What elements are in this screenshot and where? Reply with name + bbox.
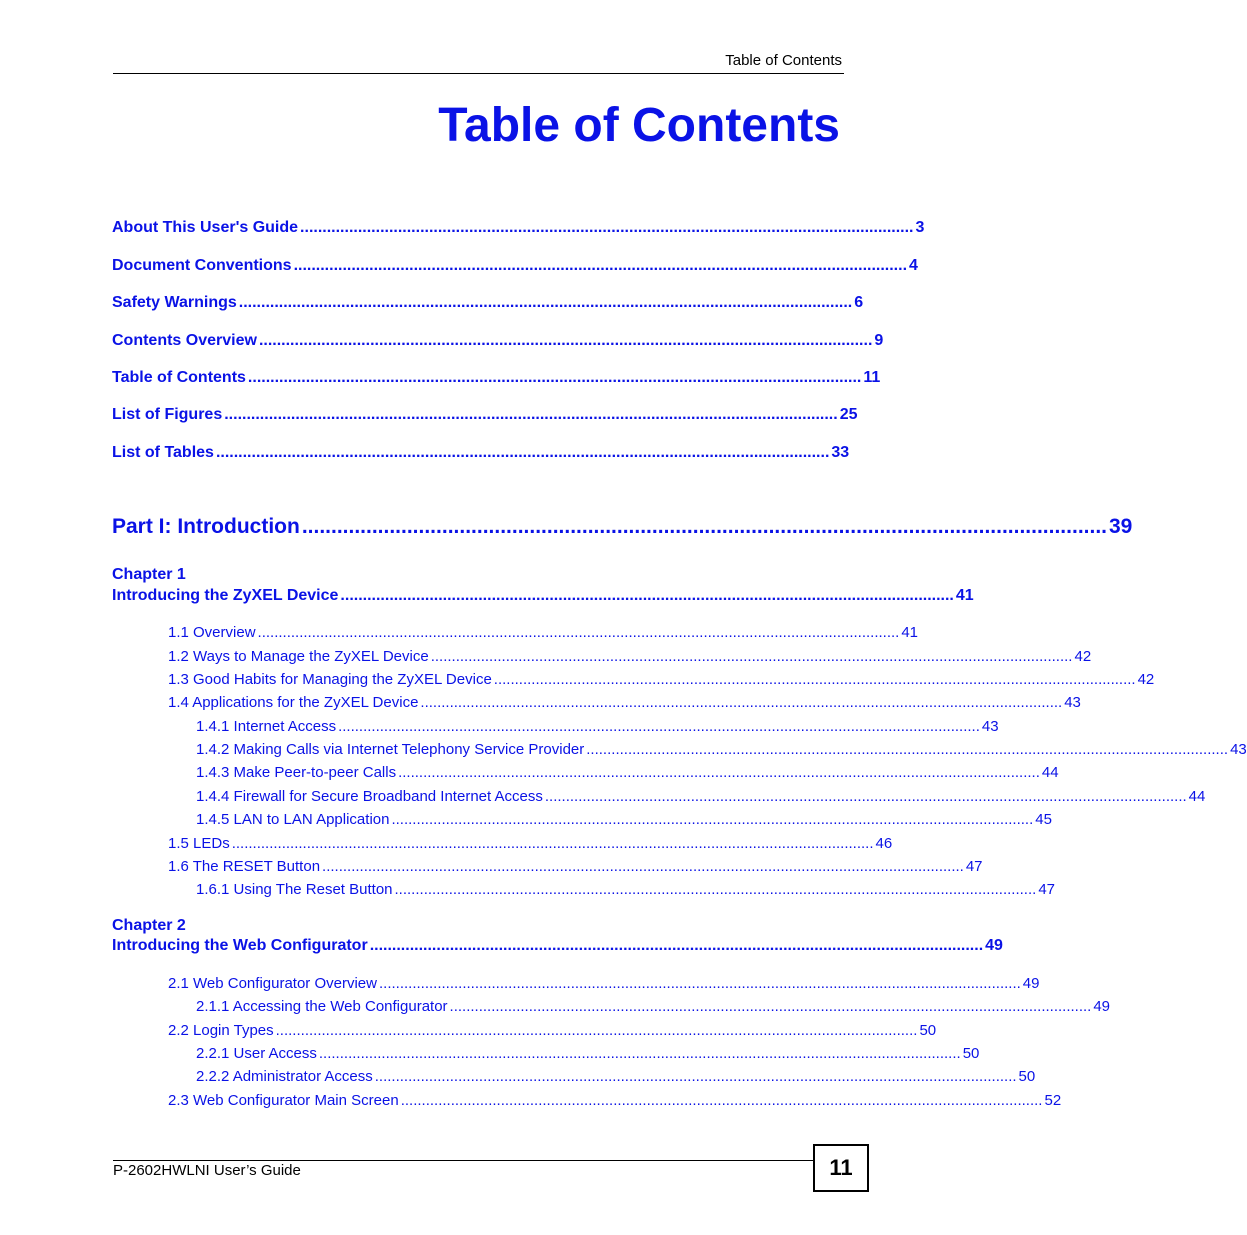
running-header: Table of Contents [725,52,842,69]
toc-entry-1-6-1[interactable]: 1.6.1 Using The Reset Button .......................................................................................................................................................... 47 [196,881,1055,898]
header-rule [113,73,844,74]
toc-entry-chapter-2[interactable]: Introducing the Web Configurator .......................................................................................................................................... 49 [112,937,1003,954]
toc-entry-1-4-4[interactable]: 1.4.4 Firewall for Secure Broadband Internet Access .......................................................................................................................................................... 44 [196,788,1206,805]
toc-entry-2-1-1[interactable]: 2.1.1 Accessing the Web Configurator .......................................................................................................................................................... 49 [196,998,1111,1015]
toc-entry-chapter-1[interactable]: Introducing the ZyXEL Device .......................................................................................................................................... 41 [112,587,974,604]
toc-entry-contents-overview[interactable]: Contents Overview .......................................................................................................................................... 9 [112,332,884,349]
toc-entry-1-2[interactable]: 1.2 Ways to Manage the ZyXEL Device .......................................................................................................................................................... 42 [168,648,1092,665]
toc-entry-1-4-5[interactable]: 1.4.5 LAN to LAN Application .......................................................................................................................................................... 45 [196,811,1052,828]
toc-entry-list-of-tables[interactable]: List of Tables .......................................................................................................................................... 33 [112,444,850,461]
toc-entry-1-3[interactable]: 1.3 Good Habits for Managing the ZyXEL Device .......................................................................................................................................................... 42 [168,671,1155,688]
footer-page-number: 11 [813,1144,869,1192]
toc-entry-1-4-1[interactable]: 1.4.1 Internet Access .......................................................................................................................................................... 43 [196,718,999,735]
toc-entry-1-6[interactable]: 1.6 The RESET Button .......................................................................................................................................................... 47 [168,858,983,875]
toc-entry-part-1[interactable]: Part I: Introduction .......................................................................................................................................... 39 [112,515,1133,538]
toc-entry-1-4[interactable]: 1.4 Applications for the ZyXEL Device .......................................................................................................................................................... 43 [168,694,1081,711]
toc-entry-2-1[interactable]: 2.1 Web Configurator Overview .......................................................................................................................................................... 49 [168,975,1040,992]
toc-entry-safety-warnings[interactable]: Safety Warnings .......................................................................................................................................... 6 [112,294,864,311]
toc-entry-1-5[interactable]: 1.5 LEDs .......................................................................................................................................................... 46 [168,835,893,852]
toc-entry-table-of-contents[interactable]: Table of Contents .......................................................................................................................................... 11 [112,369,881,386]
toc-entry-2-2-2[interactable]: 2.2.2 Administrator Access .......................................................................................................................................................... 50 [196,1068,1036,1085]
toc-entry-2-2-1[interactable]: 2.2.1 User Access .......................................................................................................................................................... 50 [196,1045,980,1062]
toc-entry-1-1[interactable]: 1.1 Overview .......................................................................................................................................................... 41 [168,624,919,641]
footer-guide-name: P-2602HWLNI User’s Guide [113,1162,301,1179]
toc-entry-1-4-2[interactable]: 1.4.2 Making Calls via Internet Telephony Service Provider .......................................................................................................................................................... 43 [196,741,1247,758]
toc-entry-2-2[interactable]: 2.2 Login Types .......................................................................................................................................................... 50 [168,1022,937,1039]
toc-entry-list-of-figures[interactable]: List of Figures .......................................................................................................................................... 25 [112,406,858,423]
footer-rule [113,1160,813,1161]
toc-entry-about-guide[interactable]: About This User's Guide .......................................................................................................................................... 3 [112,219,925,236]
page-title: Table of Contents [438,99,840,152]
toc-entry-document-conventions[interactable]: Document Conventions .......................................................................................................................................... 4 [112,257,918,274]
toc-entry-2-3[interactable]: 2.3 Web Configurator Main Screen .......................................................................................................................................................... 52 [168,1092,1062,1109]
toc-entry-1-4-3[interactable]: 1.4.3 Make Peer-to-peer Calls .......................................................................................................................................................... 44 [196,764,1059,781]
chapter-2-label: Chapter 2 [112,917,186,934]
chapter-1-label: Chapter 1 [112,566,186,583]
